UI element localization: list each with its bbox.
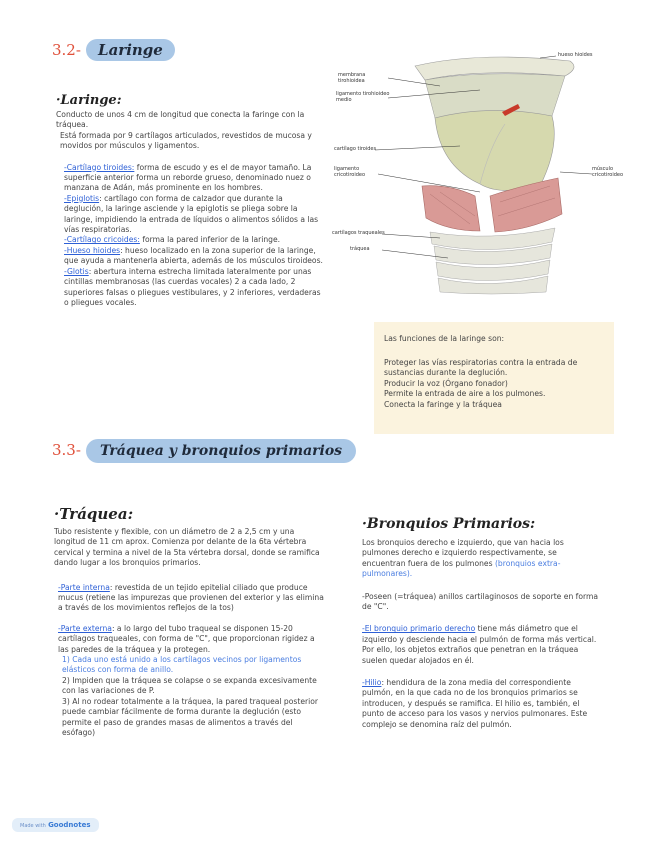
label-ligamento-tirohioideo: ligamento tirohioideo medio (336, 91, 390, 103)
funciones-box (374, 322, 614, 434)
parte-interna-item: -Parte interna: revestida de un tejido epitelial ciliado que produce mucus (retiene las impurezas que provienen del exterior y las elimina a través de los movimientos reflejos de la tos) (58, 582, 324, 613)
funciones-title: Las funciones de la laringe son: (384, 334, 505, 343)
epiglotis-item: -Epiglotis: cartílago con forma de calzador que durante la deglución, la laringe asciende y la epiglotis se pliega sobre la laringe, impidiendo la entrada de líquidos o alimentos sólidos a las vías respiratorias. (64, 193, 319, 235)
section-3-3-header (52, 440, 356, 459)
epiglotis-link[interactable]: -Epiglotis (64, 193, 100, 203)
section-number: 3.2- (52, 41, 81, 59)
tiroides-item: -Cartílago tiroides: forma de escudo y es el de mayor tamaño. La superficie anterior forma un reborde grueso, denominado nuez o manzana de Adán, más prominente en los hombres. (64, 162, 312, 193)
laringe-p2: Está formada por 9 cartílagos articulados, revestidos de mucosa y movidos por músculos y ligamentos. (60, 130, 312, 151)
bronquios-column (362, 516, 602, 730)
label-traquea: tráquea (350, 246, 370, 252)
traquea-n3: 3) Al no rodear totalmente a la tráquea, la pared traqueal posterior puede cambiar fácilmente de forma durante la deglución (esto permite el paso de grandes masas de alimentos a través del esófago) (62, 696, 318, 737)
parte-interna-link[interactable]: -Parte interna (58, 582, 110, 592)
traquea-column (54, 505, 324, 738)
glotis-item: -Glotis: abertura interna estrecha limitada lateralmente por unas cintillas membranosas (las cuerdas vocales) 2 a cada lado, 2 superiores falsas o pliegues vestibulares, y 2 inferiores, verdaderas o pliegues vocales. (64, 266, 321, 307)
traquea-heading: ·Tráquea: (54, 505, 134, 523)
cricoides-item: -Cartílago cricoides: forma la pared inferior de la laringe. (64, 235, 281, 245)
bronquios-heading: ·Bronquios Primarios: (362, 516, 536, 532)
laringe-heading: ·Laringe: (56, 93, 122, 108)
label-membrana: membrana tirohioidea (338, 72, 366, 84)
goodnotes-badge[interactable] (12, 818, 99, 832)
parte-externa-link[interactable]: -Parte externa (58, 623, 112, 633)
label-musculo-cricotiroideo: músculo cricotiroideo (592, 166, 624, 178)
laringe-column (56, 93, 324, 308)
bronquios-p1: Los bronquios derecho e izquierdo, que van hacia los pulmones derecho e izquierdo respectivamente, se encuentran fuera de los pulmones (bronquios extra-pulmonares). (362, 538, 564, 579)
hilio-item: -Hilio: hendidura de la zona media del correspondiente pulmón, en la que cada no de los bronquios primarios se introducen, y después se ramifica. El hilio es, también, el punto de acceso para los vasos y nervios pulmonares. Este complejo se denomina raíz del pulmón. (362, 678, 588, 729)
extrapulmonares-note: (bronquios extra-pulmonares). (362, 558, 561, 579)
funcion-item: Permite la entrada de aire a los pulmones. (384, 389, 546, 399)
section-title: Tráquea y bronquios primarios (86, 439, 356, 463)
traquea-n1: 1) Cada uno está unido a los cartílagos vecinos por ligamentos elásticos con forma de anillo. (62, 655, 302, 675)
hioides-item: -Hueso hioides: hueso localizado en la zona superior de la laringe, que ayuda a mantenerla abierta, además de los músculos tiroideos. (64, 245, 323, 266)
hilio-link[interactable]: -Hilio (362, 678, 382, 688)
parte-externa-item: -Parte externa: a lo largo del tubo traqueal se disponen 15-20 cartílagos traqueales, con forma de "C", que proporcionan rigidez a las paredes de la tráquea y la protegen. (58, 623, 315, 654)
traquea-n2: 2) Impiden que la tráquea se colapse o se expanda excesivamente con las variaciones de P. (62, 675, 317, 696)
section-title: Laringe (86, 39, 175, 61)
cricoides-link[interactable]: -Cartílago cricoides: (64, 235, 140, 245)
funcion-item: Producir la voz (Órgano fonador) (384, 378, 508, 388)
laringe-p1: Conducto de unos 4 cm de longitud que conecta la faringe con la tráquea. (56, 110, 305, 130)
goodnotes-brand: Goodnotes (48, 821, 91, 829)
hioides-link[interactable]: -Hueso hioides (64, 245, 121, 255)
traquea-p1: Tubo resistente y flexible, con un diámetro de 2 a 2,5 cm y una longitud de 11 cm aprox. Comienza por delante de la 6ta vértebra cervical y termina a nivel de la 5ta vértebra dorsal, donde se ramifica dando lugar a los bronquios primarios. (54, 527, 320, 568)
section-number: 3.3- (52, 441, 81, 459)
larynx-figure (330, 46, 630, 296)
funciones-list (384, 358, 604, 410)
funcion-item: Conecta la faringe y la tráquea (384, 399, 502, 409)
bronquios-p2: -Poseen (=tráquea) anillos cartilaginosos de soporte en forma de "C". (362, 591, 599, 612)
label-ligamento-cricotiroideo: ligamento cricotiroideo (334, 166, 366, 178)
bronquio-derecho-item: -El bronquio primario derecho tiene más diámetro que el izquierdo y desciende hacia el pulmón de forma más vertical. Por ello, los objetos extraños que penetran en la tráquea suelen quedar alojados en él. (362, 624, 597, 665)
tiroides-link[interactable]: -Cartílago tiroides: (64, 162, 135, 172)
label-hueso-hioides: hueso hioides (558, 52, 593, 58)
label-cartilago-tiroides: cartílago tiroides (334, 146, 377, 152)
section-3-2-header (52, 40, 175, 59)
label-cartilagos-traqueales: cartílagos traqueales (332, 230, 385, 236)
funcion-item: Proteger las vías respiratorias contra la entrada de sustancias durante la deglución. (384, 358, 578, 378)
made-with-label: Made with (20, 823, 46, 829)
glotis-link[interactable]: -Glotis (64, 266, 89, 276)
bronquio-derecho-link[interactable]: -El bronquio primario derecho (362, 624, 476, 634)
